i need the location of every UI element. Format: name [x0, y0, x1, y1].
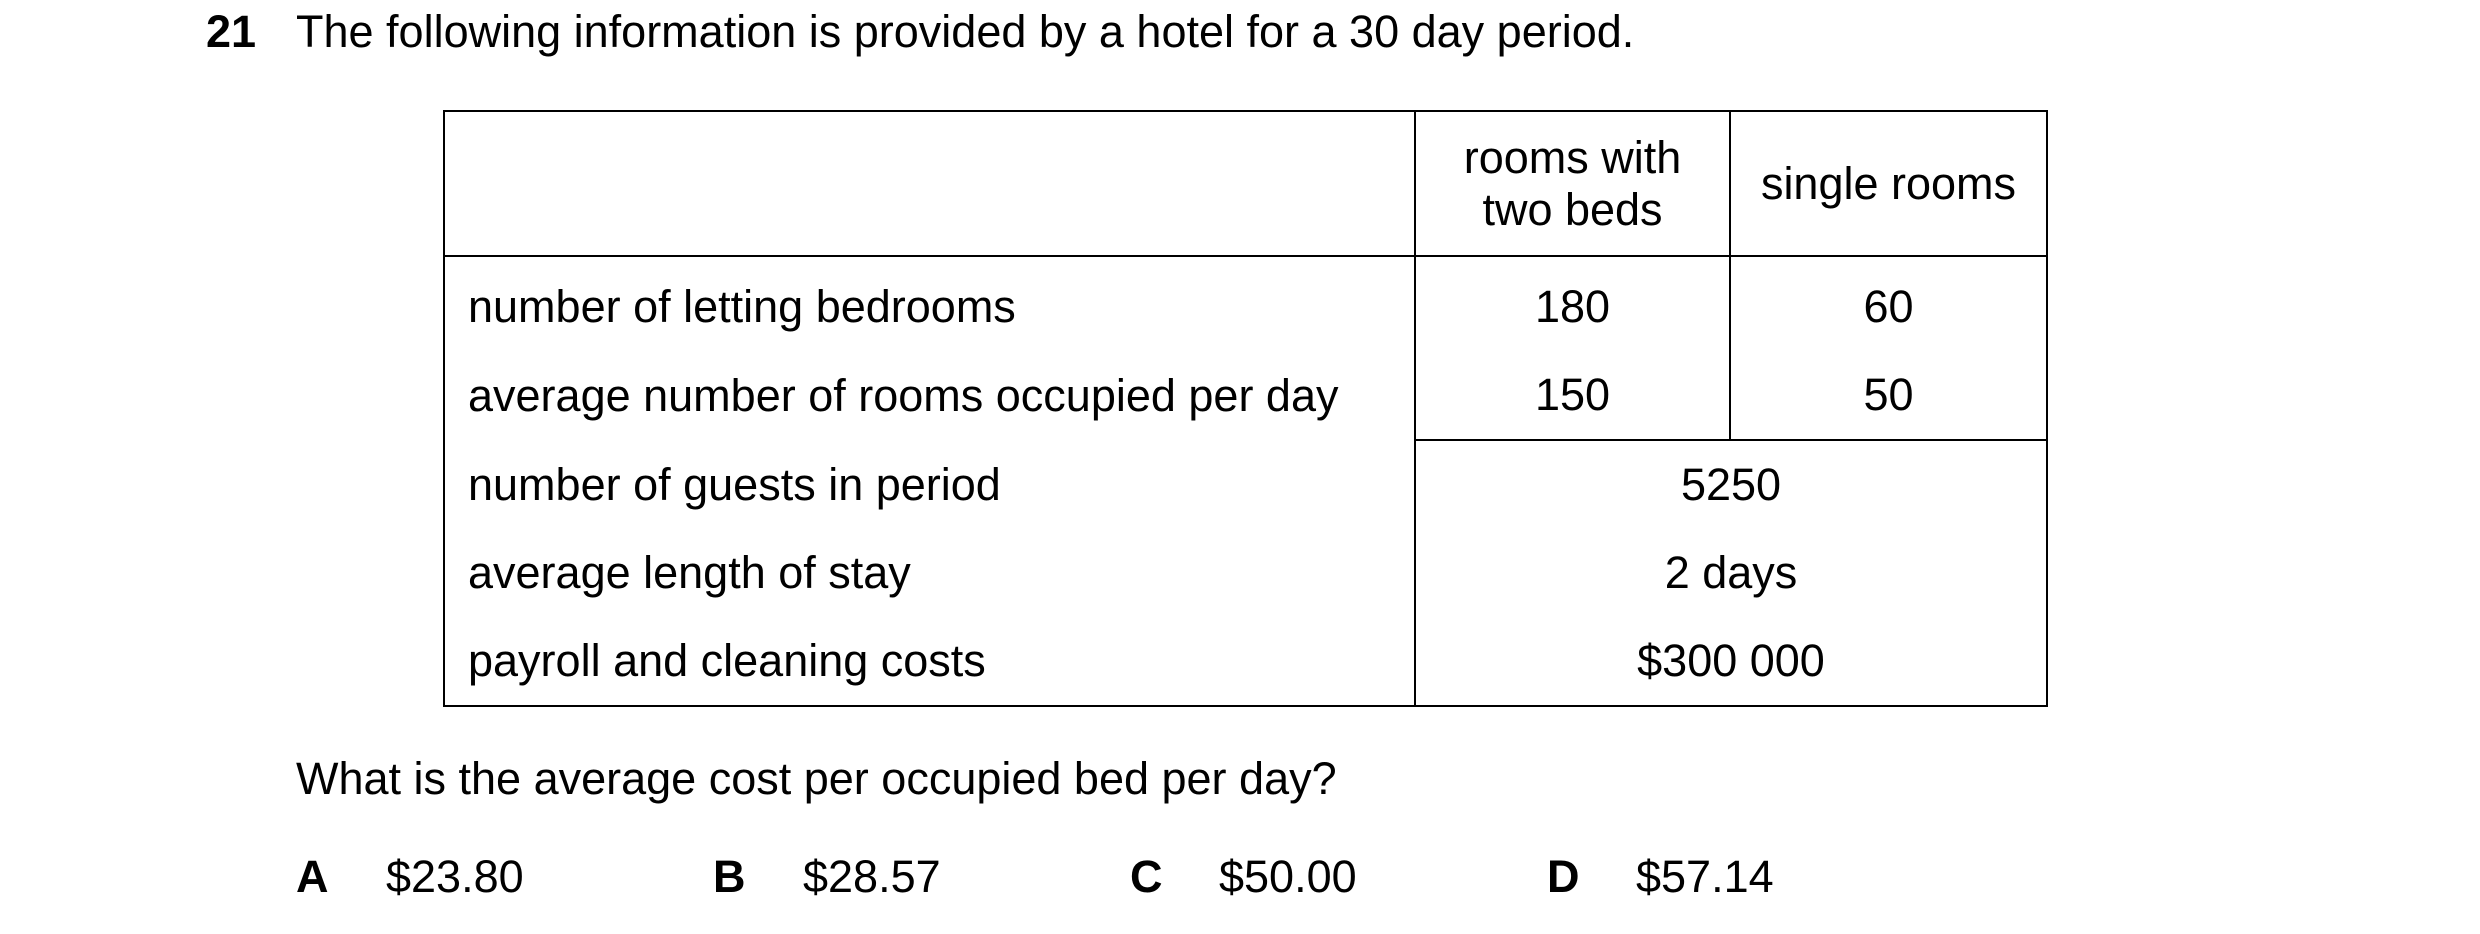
header-single-rooms: single rooms	[1730, 111, 2047, 256]
table-header-row	[444, 111, 2047, 256]
two-bed-value: 150	[1415, 351, 1730, 440]
option-d-value: $57.14	[1636, 851, 1774, 902]
combined-value: $300 000	[1415, 617, 2047, 706]
hotel-data-table	[443, 110, 2048, 707]
option-c-value: $50.00	[1219, 851, 1357, 902]
table-row	[444, 440, 2047, 529]
two-bed-value: 180	[1415, 256, 1730, 351]
header-two-bed-line2: two beds	[1482, 183, 1663, 235]
header-two-bed-line1: rooms with	[1463, 131, 1682, 183]
table-row	[444, 617, 2047, 706]
header-two-bed-rooms	[1415, 111, 1730, 256]
option-d-letter: D	[1547, 851, 1580, 902]
question-stem: The following information is provided by a hotel for a 30 day period.	[296, 6, 1635, 57]
answer-options	[0, 849, 2480, 909]
header-empty-cell	[444, 111, 1415, 256]
question-prompt: What is the average cost per occupied bed per day?	[296, 753, 1337, 804]
row-label: average number of rooms occupied per day	[444, 351, 1415, 440]
option-b-value: $28.57	[803, 851, 941, 902]
option-c-letter: C	[1130, 851, 1163, 902]
combined-value: 5250	[1415, 440, 2047, 529]
table-row	[444, 529, 2047, 617]
option-b-letter: B	[713, 851, 746, 902]
option-a-value: $23.80	[386, 851, 524, 902]
single-value: 60	[1730, 256, 2047, 351]
question-number: 21	[206, 6, 257, 57]
row-label: payroll and cleaning costs	[444, 617, 1415, 706]
table-row	[444, 256, 2047, 351]
row-label: number of guests in period	[444, 440, 1415, 529]
table-row	[444, 351, 2047, 440]
combined-value: 2 days	[1415, 529, 2047, 617]
row-label: number of letting bedrooms	[444, 256, 1415, 351]
option-a-letter: A	[296, 851, 329, 902]
row-label: average length of stay	[444, 529, 1415, 617]
single-value: 50	[1730, 351, 2047, 440]
